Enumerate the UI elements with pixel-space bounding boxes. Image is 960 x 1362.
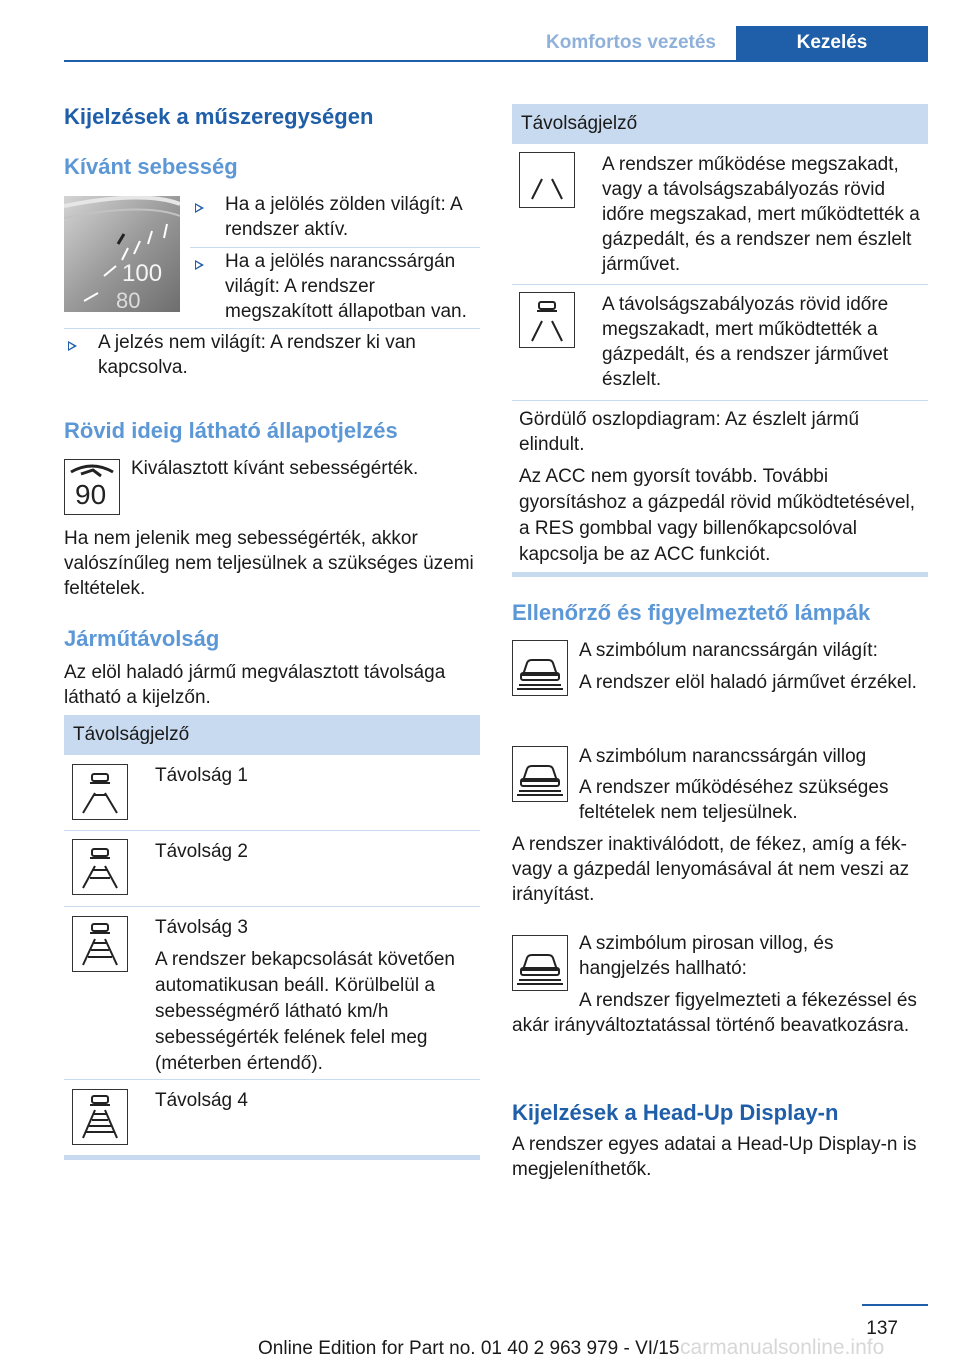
short-status-note: Ha nem jelenik meg sebességérték, akkor valószínűleg nem teljesülnek a szükséges üzemi feltételek. (64, 528, 474, 599)
distance-1-icon (72, 764, 128, 820)
page-header (0, 0, 960, 62)
distance-3-icon (72, 916, 128, 972)
distance-1-label: Távolság 1 (155, 765, 248, 786)
page-number: 137 (866, 1318, 898, 1339)
speed-90-icon (64, 459, 120, 515)
row-separator (512, 400, 928, 401)
bullet-separator (190, 247, 480, 248)
bullet-triangle-icon (195, 203, 204, 213)
header-rule (64, 60, 928, 62)
short-status-caption: Kiválasztott kívánt sebességérték. (131, 458, 419, 479)
no-vehicle-distance-icon (519, 152, 575, 208)
hud-heading: Kijelzések a Head-Up Display-n (512, 1100, 839, 1125)
bullet-orange: Ha a jelölés narancssárgán világít: A rendszer megszakított állapotban van. (225, 251, 467, 322)
distance-intro: Az elöl haladó jármű megválasztott távolsága látható a kijelzőn. (64, 662, 446, 708)
bullet-off: A jelzés nem világít: A rendszer ki van kapcsolva. (98, 332, 416, 378)
bullet-separator (64, 328, 480, 329)
car-ahead-red-lamp-icon (512, 935, 568, 991)
car-ahead-lamp-icon (512, 640, 568, 696)
acc-note-text: Az ACC nem gyorsít tovább. További gyorsításhoz a gázpedál rövid működtetésével, a RES gombbal vagy billenőkapcsolóval kapcsolja be az ACC funkciót. (519, 466, 916, 565)
table-end-bar (512, 572, 928, 577)
desired-speed-heading: Kívánt sebesség (64, 154, 238, 179)
table-end-bar (64, 1155, 480, 1160)
speedometer-gauge-image (64, 196, 180, 312)
section-tab[interactable]: Komfortos vezetés (546, 32, 716, 53)
chapter-tab[interactable]: Kezelés (736, 26, 928, 62)
distance-4-icon (72, 1089, 128, 1145)
short-status-heading: Rövid ideig látható állapotjelzés (64, 418, 398, 443)
distance-3-note: A rendszer bekapcsolását követően automatikusan beáll. Körülbelül a sebességmérő látható km/h sebességérték felének felel meg (méterben értendő). (155, 949, 455, 1074)
footer-rule (862, 1304, 928, 1306)
watermark: carmanualsonline.info (680, 1336, 885, 1359)
lamp-1-line1: A szimbólum narancssárgán világít: (579, 640, 878, 661)
row-separator (64, 830, 480, 831)
bullet-green: Ha a jelölés zölden világít: A rendszer aktív. (225, 194, 462, 240)
vehicle-detected-distance-icon (519, 292, 575, 348)
car-ahead-flashing-lamp-icon (512, 746, 568, 802)
bullet-triangle-icon (195, 260, 204, 270)
edition-line: Online Edition for Part no. 01 40 2 963 979 - VI/15 (258, 1338, 680, 1359)
lamp-2-line2: A rendszer működéséhez szükséges feltételek nem teljesülnek. (579, 777, 889, 823)
distance-table-header: Távolságjelző (64, 715, 480, 755)
inactive-note: A rendszer inaktiválódott, de fékez, amíg a fék- vagy a gázpedál lenyomásával át nem veszi az irányítást. (512, 834, 910, 905)
lamp-1-line2: A rendszer elöl haladó járművet érzékel. (579, 672, 917, 693)
interrupted-no-vehicle-text: A rendszer működése megszakadt, vagy a távolságszabályozás rövid időre megszakad, mert működtették a gázpedált, és a rendszer nem észlelt járművet. (602, 154, 920, 275)
lamp-2-line1: A szimbólum narancssárgán villog (579, 746, 867, 767)
distance-2-icon (72, 839, 128, 895)
distance-4-label: Távolság 4 (155, 1090, 248, 1111)
speed-90-value: 90 (75, 479, 107, 510)
row-separator (64, 1079, 480, 1080)
distance-heading: Járműtávolság (64, 626, 220, 651)
right-table-header: Távolságjelző (512, 104, 928, 144)
rolling-bar-text: Gördülő oszlopdiagram: Az észlelt jármű elindult. (519, 409, 860, 455)
red-lamp-line1: A szimbólum pirosan villog, és hangjelzés hallható: (579, 933, 834, 979)
distance-2-label: Távolság 2 (155, 841, 248, 862)
interrupted-vehicle-text: A távolságszabályozás rövid időre megszakadt, mert működtették a gázpedált, és a rendszer járművet észlelt. (602, 294, 889, 390)
gauge-label-100: 100 (122, 260, 163, 287)
gauge-label-80: 80 (116, 288, 141, 312)
row-separator (512, 284, 928, 285)
section-title: Kijelzések a műszeregységen (64, 104, 374, 129)
lamps-heading: Ellenőrző és figyelmeztető lámpák (512, 600, 871, 625)
bullet-triangle-icon (68, 341, 77, 351)
row-separator (64, 906, 480, 907)
red-lamp-line2: A rendszer figyelmezteti a fékezéssel és akár irányváltoztatással történő beavatkozásra. (512, 990, 917, 1036)
distance-3-label: Távolság 3 (155, 917, 248, 938)
hud-text: A rendszer egyes adatai a Head-Up Display-n is megjeleníthetők. (512, 1134, 917, 1180)
